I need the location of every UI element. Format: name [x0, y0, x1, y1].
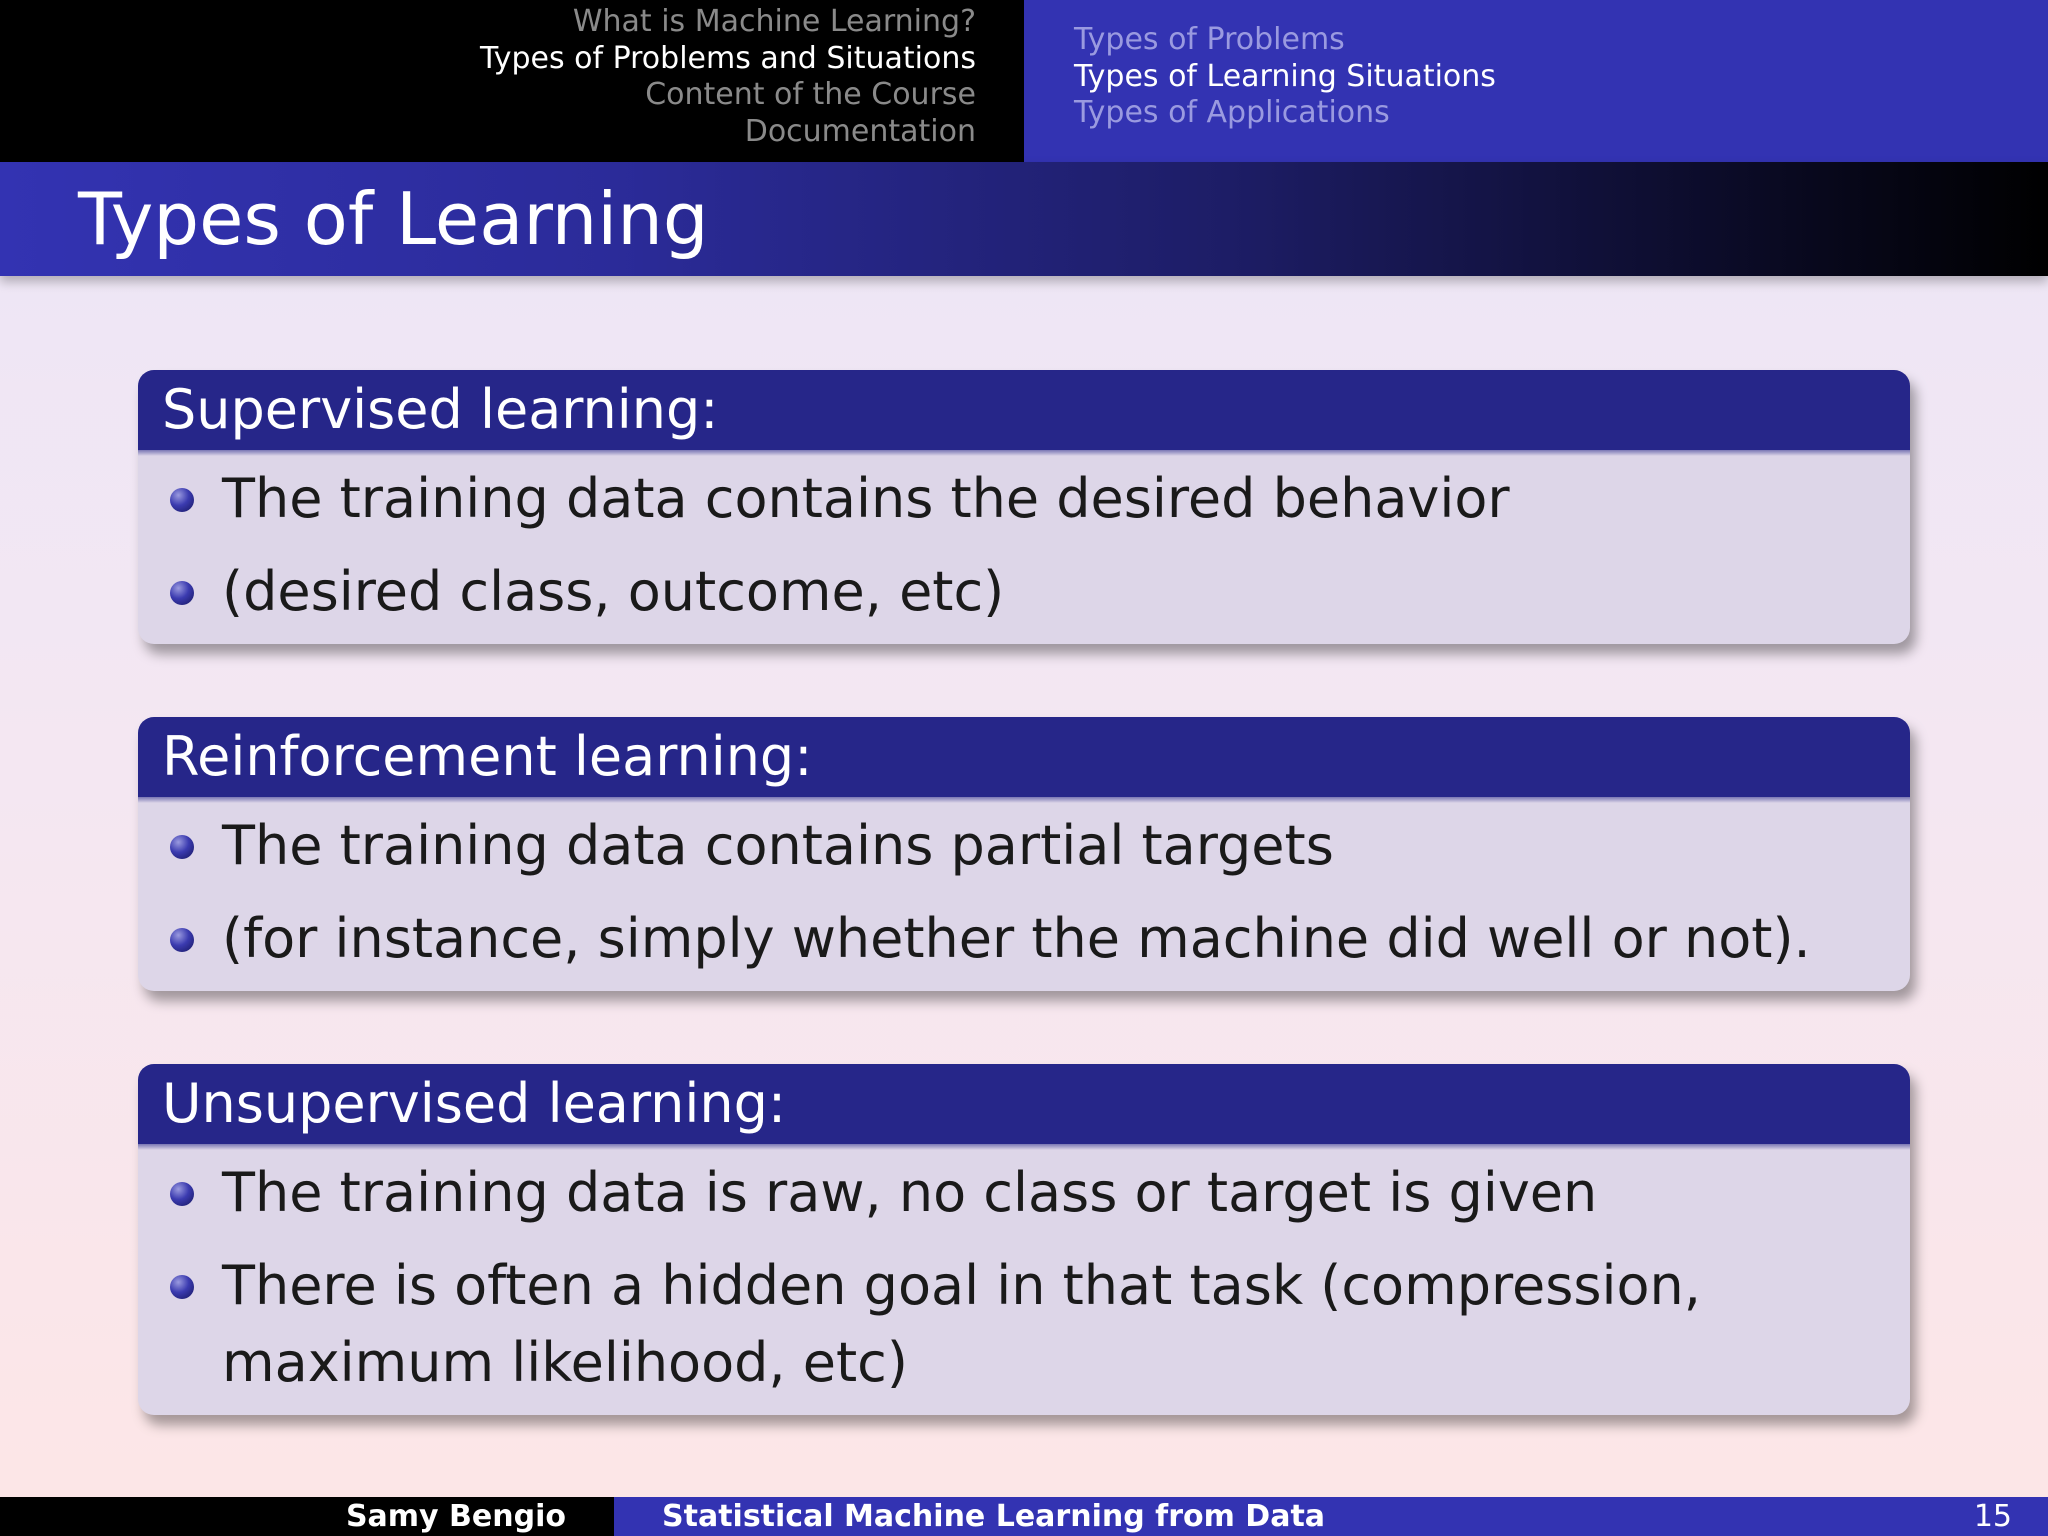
- section-navigation: [0, 0, 1024, 162]
- block-unsupervised-learning: [138, 1064, 1910, 1415]
- bullet-icon: [170, 488, 194, 512]
- block-supervised-learning: [138, 370, 1910, 644]
- list-item: [222, 1154, 1870, 1231]
- block-title: Supervised learning:: [138, 370, 1910, 450]
- footer-title: Statistical Machine Learning from Data: [662, 1499, 1326, 1534]
- bullet-icon: [170, 1275, 194, 1299]
- nav-section-types-of-problems[interactable]: Types of Problems and Situations: [480, 40, 976, 76]
- block-title: Reinforcement learning:: [138, 717, 1910, 797]
- footer-title-box: [614, 1497, 2048, 1536]
- list-item: [222, 900, 1870, 977]
- block-reinforcement-learning: [138, 717, 1910, 991]
- bullet-icon: [170, 1182, 194, 1206]
- block-body: [138, 1144, 1910, 1415]
- nav-section-what-is-ml[interactable]: What is Machine Learning?: [572, 4, 976, 39]
- nav-subsection-types-of-problems[interactable]: Types of Problems: [1074, 22, 1345, 57]
- list-item: [222, 460, 1870, 537]
- frame-title-bar: [0, 162, 2048, 276]
- block-title: Unsupervised learning:: [138, 1064, 1910, 1144]
- bullet-icon: [170, 928, 194, 952]
- header-navigation: [0, 0, 2048, 162]
- bullet-icon: [170, 581, 194, 605]
- footer-author: Samy Bengio: [345, 1499, 566, 1534]
- page-title: Types of Learning: [78, 177, 709, 261]
- nav-subsection-applications[interactable]: Types of Applications: [1074, 95, 1390, 130]
- list-item-text: (desired class, outcome, etc): [222, 560, 1005, 623]
- footer: [0, 1497, 2048, 1536]
- footer-author-box: [0, 1497, 614, 1536]
- nav-section-documentation[interactable]: Documentation: [744, 113, 976, 149]
- block-body: [138, 797, 1910, 991]
- list-item-text: The training data contains the desired behavior: [222, 467, 1510, 530]
- block-body: [138, 450, 1910, 644]
- nav-subsection-learning-situations[interactable]: Types of Learning Situations: [1074, 58, 1496, 94]
- list-item: [222, 807, 1870, 884]
- list-item-text: The training data is raw, no class or target is given: [222, 1161, 1598, 1224]
- list-item: [222, 553, 1870, 630]
- list-item-text: There is often a hidden goal in that task (compression, maximum likelihood, etc): [222, 1254, 1701, 1394]
- page-number: 15: [1973, 1499, 2012, 1534]
- bullet-icon: [170, 835, 194, 859]
- nav-section-content-of-course[interactable]: Content of the Course: [645, 77, 976, 112]
- subsection-navigation: [1024, 0, 2048, 162]
- list-item-text: (for instance, simply whether the machine did well or not).: [222, 907, 1811, 970]
- list-item-text: The training data contains partial targets: [222, 814, 1334, 877]
- list-item: [222, 1247, 1870, 1401]
